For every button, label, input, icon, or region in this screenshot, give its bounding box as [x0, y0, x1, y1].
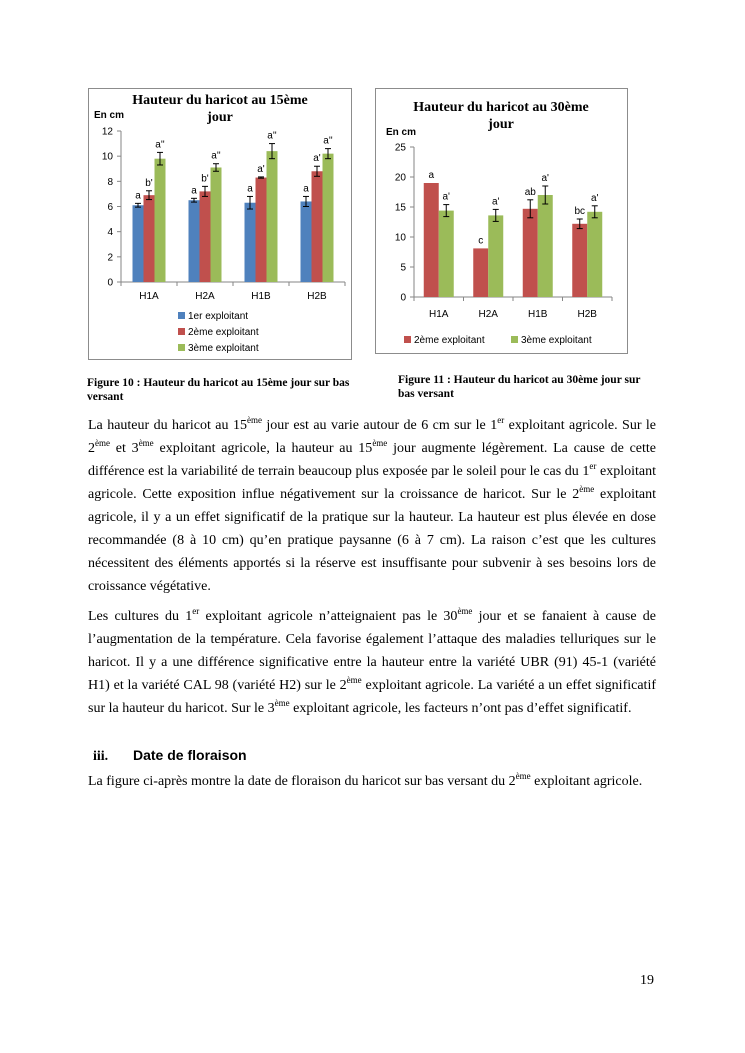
text-run: La figure ci-après montre la date de floraison du haricot sur bas versant du 2 [88, 774, 516, 789]
y-tick-label: 25 [394, 142, 406, 154]
chart-title [132, 93, 308, 125]
bar [189, 200, 200, 282]
x-tick-label: H2B [307, 291, 327, 302]
bar [323, 154, 334, 282]
y-tick-label: 10 [394, 232, 406, 244]
legend-label: 3ème exploitant [521, 335, 592, 346]
bar [424, 183, 439, 297]
y-tick-label: 0 [400, 292, 406, 304]
text-run: Les cultures du 1 [88, 609, 193, 624]
superscript: ème [346, 675, 362, 685]
text-run: jour augmente légèrement. La cause de cette différence est la variabilité de terrain beaucoup plus exposée par le soleil pour le cas du 1 [88, 441, 656, 479]
data-label: a [428, 170, 435, 181]
y-tick-label: 20 [394, 172, 406, 184]
y-tick-label: 10 [101, 151, 113, 163]
bar [312, 171, 323, 282]
data-label: a' [492, 196, 500, 208]
data-label: a [135, 190, 141, 202]
bar [133, 205, 144, 282]
paragraph-2 [88, 605, 656, 720]
y-tick-label: 0 [107, 277, 113, 289]
data-label: b' [201, 173, 209, 185]
data-label: a'' [267, 130, 277, 142]
bar [301, 201, 312, 282]
legend-swatch [178, 328, 185, 335]
bar [211, 167, 222, 282]
data-label: a [303, 183, 309, 195]
bar [488, 215, 503, 297]
legend-swatch [404, 336, 411, 343]
superscript: er [497, 415, 505, 425]
data-label: a'' [155, 139, 165, 151]
text-run: exploitant agricole, les facteurs n’ont pas d’effet significatif. [289, 701, 632, 716]
page-number: 19 [640, 973, 654, 988]
data-label: a [247, 183, 253, 195]
data-label: a' [591, 192, 599, 204]
chart-title-line: Hauteur du haricot au 30ème [413, 100, 589, 115]
figure-10-caption: Figure 10 : Hauteur du haricot au 15ème jour sur bas versant [87, 377, 350, 403]
chart-title-line: jour [488, 117, 514, 132]
legend-swatch [178, 312, 185, 319]
bar [144, 195, 155, 282]
legend-swatch [178, 344, 185, 351]
superscript: ème [457, 606, 473, 616]
text-run: exploitant agricole. Sur le 2 [88, 418, 657, 456]
x-tick-label: H2A [195, 291, 215, 302]
bar [439, 211, 454, 297]
bar [523, 209, 538, 297]
bar [473, 248, 488, 297]
superscript: ème [274, 698, 290, 708]
text-run: exploitant agricole, la hauteur au 15 [153, 441, 373, 456]
text-run: jour et se fanaient à cause de l’augmentation de la température. Cela favorise également l’attaque des maladies telluriques sur le haricot. Il y a une différence significative entre la hauteur entre la variété UBR (91) 45-1 (variété H1) et la variété CAL 98 (variété H2) sur le 2 [88, 609, 656, 693]
legend-swatch [511, 336, 518, 343]
data-label: a'' [211, 150, 221, 162]
paragraph-3 [88, 770, 656, 793]
superscript: er [589, 461, 597, 471]
x-tick-label: H2A [478, 309, 498, 320]
data-label: bc [574, 206, 586, 217]
data-label: a'' [323, 135, 333, 147]
superscript: ème [372, 438, 388, 448]
bar [245, 203, 256, 282]
paragraph-2-text [88, 605, 656, 720]
data-label: a' [541, 173, 549, 184]
section-heading-number: iii. [93, 749, 109, 764]
data-label: a [191, 185, 197, 197]
data-label: c [478, 235, 484, 247]
legend-label: 2ème exploitant [188, 327, 259, 338]
text-run: et 3 [110, 441, 139, 456]
chart-hauteur-15eme-jour [88, 88, 352, 360]
bar [587, 212, 602, 297]
paragraph-3-text [88, 770, 656, 793]
section-heading [93, 747, 247, 765]
y-tick-label: 2 [107, 252, 113, 264]
text-run: La hauteur du haricot au 15 [88, 418, 247, 433]
x-tick-label: H1B [251, 291, 271, 302]
superscript: ème [95, 438, 110, 448]
superscript: ème [138, 438, 154, 448]
text-run: exploitant agricole n’atteignaient pas le 30 [199, 609, 458, 624]
y-tick-label: 15 [394, 202, 406, 214]
figure-11-caption: Figure 11 : Hauteur du haricot au 30ème jour sur bas versant [398, 374, 641, 400]
chart1-svg [89, 89, 351, 359]
y-tick-label: 8 [107, 176, 113, 188]
data-label: b' [145, 177, 153, 189]
bar [200, 191, 211, 282]
text-run: exploitant agricole. Cette exposition influe négativement sur la croissance de haricot. Sur le 2 [88, 464, 656, 502]
legend-label: 3ème exploitant [188, 343, 259, 354]
bar [267, 151, 278, 282]
x-tick-label: H1B [528, 309, 548, 320]
paragraph-1 [88, 414, 656, 598]
text-run: exploitant agricole. [530, 774, 643, 789]
text-run: exploitant agricole. La variété a un effet significatif sur la hauteur du haricot. Sur le 3 [88, 678, 656, 716]
chart-title [413, 100, 589, 132]
legend-label: 2ème exploitant [414, 335, 485, 346]
superscript: ème [579, 484, 595, 494]
superscript: ème [246, 415, 262, 425]
y-tick-label: 4 [107, 227, 113, 239]
chart-hauteur-30eme-jour [375, 88, 628, 354]
bar [538, 195, 553, 297]
data-label: a' [313, 153, 321, 165]
y-tick-label: 5 [400, 262, 406, 274]
y-tick-label: 6 [107, 202, 113, 213]
data-label: ab [524, 186, 536, 198]
text-run: exploitant agricole, il y a un effet significatif de la pratique sur la hauteur. La hauteur est plus élevée en dose recommandée (8 à 10 cm) qu’en pratique paysanne (6 à 7 cm). La raison c’est que les cultures nécessitent des éléments apportés si la réserve est insuffisante pour subvenir à ses besoins lors de croissance végétative. [88, 487, 656, 594]
bar [155, 159, 166, 282]
chart-title-line: Hauteur du haricot au 15ème [132, 93, 308, 108]
legend-label: 1er exploitant [188, 311, 249, 322]
bar [572, 224, 587, 297]
x-tick-label: H1A [139, 291, 159, 302]
superscript: ème [515, 771, 531, 781]
superscript: er [192, 606, 200, 616]
x-tick-label: H2B [577, 309, 597, 320]
section-heading-text: Date de floraison [133, 747, 247, 763]
data-label: a' [442, 191, 450, 203]
bar [256, 178, 267, 282]
data-label: a' [257, 163, 265, 175]
y-tick-label: 12 [101, 126, 113, 138]
paragraph-1-text [88, 414, 656, 598]
x-tick-label: H1A [429, 309, 449, 320]
text-run: jour est au varie autour de 6 cm sur le 1 [261, 418, 498, 433]
chart-title-line: jour [207, 110, 233, 125]
y-unit-label: En cm [386, 127, 417, 138]
y-unit-label: En cm [94, 110, 125, 121]
chart2-svg [376, 89, 627, 353]
